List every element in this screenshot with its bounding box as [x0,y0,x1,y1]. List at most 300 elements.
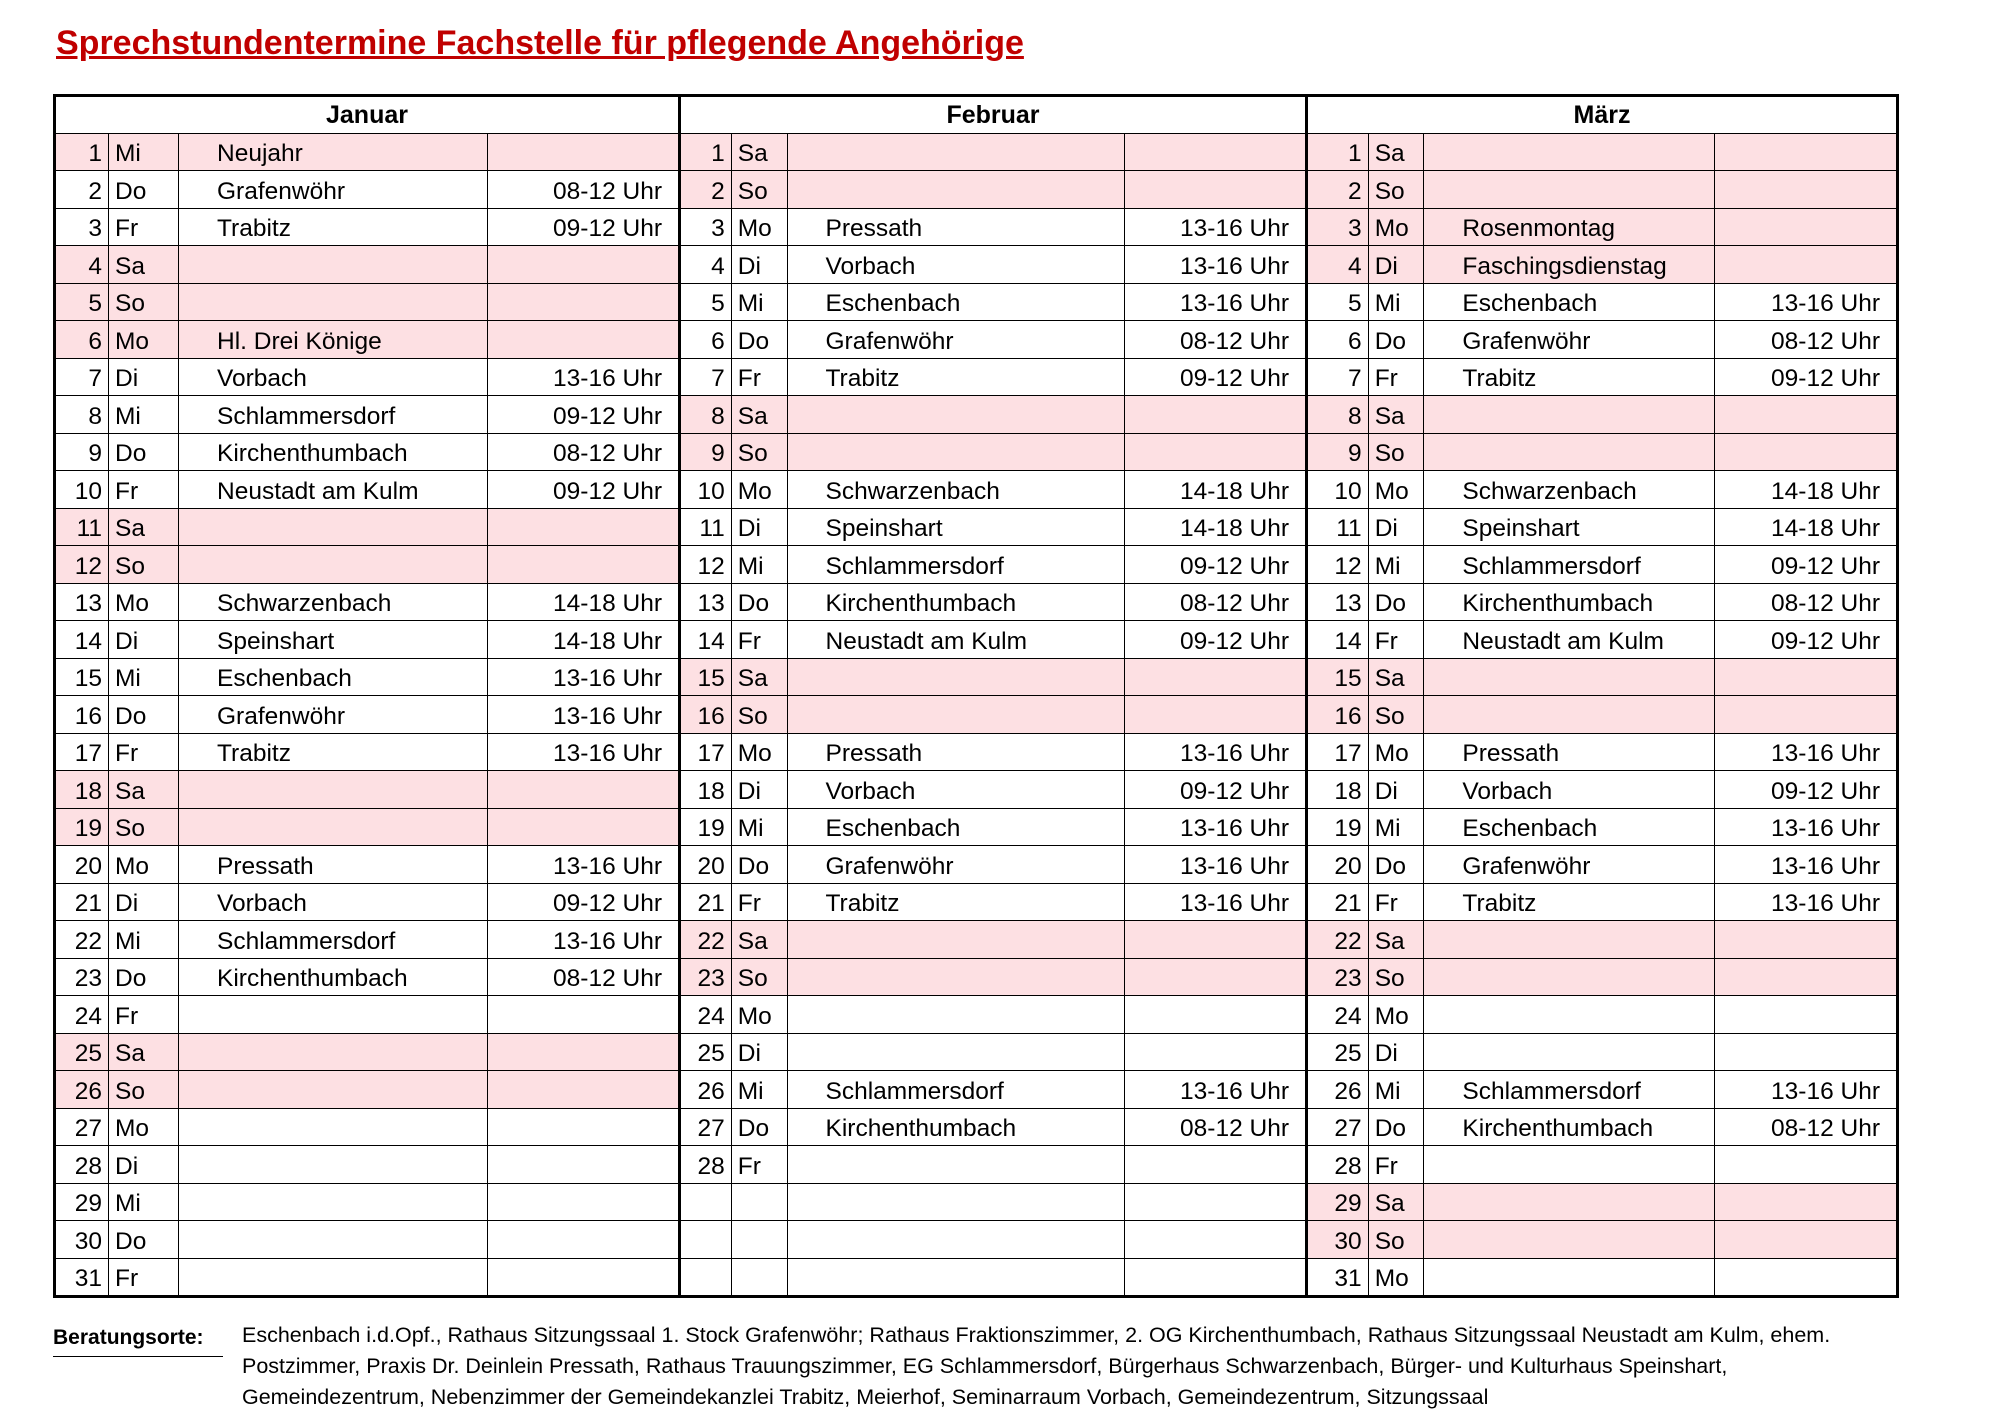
day-number: 31 [74,1265,102,1293]
time-slot: 09-12 Uhr [1714,771,1896,807]
time-slot [1714,134,1896,170]
location: Schwarzenbach [787,471,1124,507]
day-number: 16 [74,702,102,730]
time-slot: 09-12 Uhr [487,471,678,507]
time-slot: 14-18 Uhr [1124,509,1305,545]
day-number: 8 [1348,402,1362,430]
day-number [681,1259,731,1295]
weekday: Do [108,434,178,470]
location: Trabitz [1423,359,1714,395]
day-number: 23 [1334,965,1362,993]
weekday: Mo [108,1109,178,1145]
weekday: Sa [731,396,787,432]
weekday: Sa [108,509,178,545]
day-number: 14 [74,627,102,655]
location: Trabitz [178,209,487,245]
day-number: 27 [1334,1115,1362,1143]
weekday: Mo [108,584,178,620]
table-row [681,809,1305,846]
location: Vorbach [178,359,487,395]
page-title: Sprechstundentermine Fachstelle für pflegende Angehörige [56,24,1024,62]
month-header: Januar [56,97,678,134]
location: Eschenbach [787,809,1124,845]
location: Eschenbach [178,659,487,695]
day-number: 11 [699,515,725,543]
table-row [1308,546,1896,583]
day-number: 9 [1348,440,1362,468]
location [1423,696,1714,732]
table-row [681,509,1305,546]
time-slot [487,546,678,582]
weekday: Sa [108,246,178,282]
day-number: 15 [74,665,102,693]
time-slot [1714,696,1896,732]
location: Pressath [787,734,1124,770]
table-row [681,1109,1305,1146]
weekday: Di [108,1146,178,1182]
location [178,996,487,1032]
location: Schwarzenbach [1423,471,1714,507]
time-slot: 08-12 Uhr [1714,321,1896,357]
location: Trabitz [178,734,487,770]
day-number: 22 [1334,927,1362,955]
time-slot: 08-12 Uhr [487,171,678,207]
location: Schlammersdorf [787,1071,1124,1107]
weekday: Do [108,171,178,207]
location: Grafenwöhr [178,696,487,732]
weekday: Mi [108,1184,178,1220]
time-slot: 13-16 Uhr [1714,846,1896,882]
location: Kirchenthumbach [178,434,487,470]
table-row [1308,396,1896,433]
table-row [681,1184,1305,1221]
day-number: 5 [88,290,102,318]
weekday: So [731,696,787,732]
day-number: 20 [697,852,725,880]
table-row [1308,921,1896,958]
time-slot: 14-18 Uhr [487,621,678,657]
day-number: 3 [711,215,725,243]
time-slot: 08-12 Uhr [1714,1109,1896,1145]
table-row [681,996,1305,1033]
location [1423,959,1714,995]
time-slot [1124,696,1305,732]
weekday: Mi [108,134,178,170]
table-row [681,771,1305,808]
table-row [56,696,678,733]
time-slot [1124,1184,1305,1220]
weekday: So [1368,434,1424,470]
weekday: So [1368,171,1424,207]
day-number: 7 [711,365,725,393]
day-number: 4 [1348,252,1362,280]
table-row [56,209,678,246]
table-row [681,1034,1305,1071]
table-row [56,1184,678,1221]
day-number: 14 [1334,627,1362,655]
day-number: 21 [1334,890,1362,918]
table-row [56,734,678,771]
weekday: Sa [1368,1184,1424,1220]
weekday: Fr [108,734,178,770]
time-slot [1124,959,1305,995]
weekday: Do [1368,321,1424,357]
time-slot [487,1184,678,1220]
time-slot [1124,396,1305,432]
month-column [678,97,1305,1295]
time-slot: 14-18 Uhr [1714,471,1896,507]
weekday: Di [1368,246,1424,282]
location: Pressath [787,209,1124,245]
weekday: Do [108,1221,178,1257]
table-row [56,959,678,996]
location [1423,1146,1714,1182]
time-slot [487,1221,678,1257]
time-slot [1124,996,1305,1032]
weekday: Di [1368,771,1424,807]
table-row [1308,771,1896,808]
weekday: So [1368,1221,1424,1257]
time-slot: 13-16 Uhr [1714,734,1896,770]
table-row [1308,1146,1896,1183]
day-number: 7 [88,365,102,393]
table-row [1308,1184,1896,1221]
time-slot: 08-12 Uhr [1124,321,1305,357]
table-row [1308,659,1896,696]
weekday: Sa [108,1034,178,1070]
weekday: Fr [731,621,787,657]
location: Schwarzenbach [178,584,487,620]
location: Pressath [178,846,487,882]
day-number: 13 [697,590,725,618]
time-slot: 09-12 Uhr [1124,621,1305,657]
table-row [681,1259,1305,1295]
table-row [681,734,1305,771]
location [787,1146,1124,1182]
table-row [56,434,678,471]
location [1423,396,1714,432]
weekday: Do [1368,584,1424,620]
table-row [1308,321,1896,358]
day-number: 18 [697,777,725,805]
month-header: Februar [681,97,1305,134]
location: Trabitz [1423,884,1714,920]
table-row [1308,584,1896,621]
day-number [681,1184,731,1220]
time-slot [1124,1259,1305,1295]
table-row [56,584,678,621]
table-row [681,171,1305,208]
table-row [1308,434,1896,471]
time-slot: 13-16 Uhr [1124,246,1305,282]
day-number: 11 [1336,515,1362,543]
footer-text: Eschenbach i.d.Opf., Rathaus Sitzungssaal 1. Stock Grafenwöhr; Rathaus Fraktionszimmer, 2. OG Kirchenthumbach, Rathaus Sitzungssaal Neustadt am Kulm, ehem. Postzimmer, Praxis Dr. Deinlein Pressath, Rathaus Trauungszimmer, EG Schlammersdorf, Bürgerhaus Schwarzenbach, Bürger- und Kulturhaus Speinshart, Gemeindezentrum, Nebenzimmer der Gemeindekanzlei Trabitz, Meierhof, Seminarraum Vorbach, Gemeindezentrum, Sitzungssaal [242,1323,1831,1409]
time-slot [1714,659,1896,695]
location [1423,1034,1714,1070]
location: Grafenwöhr [1423,321,1714,357]
time-slot: 13-16 Uhr [1124,734,1305,770]
day-number: 10 [74,477,102,505]
day-number: 7 [1348,365,1362,393]
table-row [56,471,678,508]
time-slot: 13-16 Uhr [1714,284,1896,320]
day-number: 19 [1334,815,1362,843]
day-number: 6 [711,327,725,355]
time-slot [1714,921,1896,957]
time-slot [487,1071,678,1107]
day-number: 16 [1334,702,1362,730]
weekday: Mo [1368,471,1424,507]
table-row [1308,471,1896,508]
table-row [56,509,678,546]
location [1423,134,1714,170]
table-row [681,659,1305,696]
day-number: 8 [711,402,725,430]
time-slot: 13-16 Uhr [1714,884,1896,920]
weekday: Mo [1368,734,1424,770]
time-slot: 13-16 Uhr [487,846,678,882]
time-slot: 08-12 Uhr [1124,584,1305,620]
location: Rosenmontag [1423,209,1714,245]
weekday: Do [731,846,787,882]
location: Schlammersdorf [1423,1071,1714,1107]
location: Vorbach [178,884,487,920]
month-column [56,97,678,1295]
time-slot [487,134,678,170]
table-row [56,659,678,696]
time-slot [1714,1259,1896,1295]
weekday: Fr [108,471,178,507]
weekday: Fr [1368,359,1424,395]
time-slot: 13-16 Uhr [1124,1071,1305,1107]
location [1423,921,1714,957]
day-number: 10 [1334,477,1362,505]
weekday: Mo [731,996,787,1032]
day-number: 17 [74,740,102,768]
table-row [56,921,678,958]
day-number: 9 [88,440,102,468]
location [178,546,487,582]
table-row [56,284,678,321]
day-number: 21 [697,890,725,918]
location [787,1184,1124,1220]
location [787,134,1124,170]
location [178,1034,487,1070]
day-number: 20 [74,852,102,880]
time-slot [487,509,678,545]
location: Speinshart [1423,509,1714,545]
weekday: Fr [108,209,178,245]
location [787,1259,1124,1295]
weekday: Di [108,884,178,920]
table-row [56,321,678,358]
weekday: Sa [731,921,787,957]
weekday [731,1184,787,1220]
location: Schlammersdorf [178,921,487,957]
time-slot [1124,171,1305,207]
table-row [1308,959,1896,996]
time-slot [487,1146,678,1182]
weekday: Fr [1368,621,1424,657]
day-number: 1 [88,140,102,168]
location: Neustadt am Kulm [178,471,487,507]
time-slot: 13-16 Uhr [1124,846,1305,882]
day-number: 26 [74,1077,102,1105]
day-number: 2 [88,177,102,205]
time-slot [487,246,678,282]
day-number: 5 [1348,290,1362,318]
time-slot: 08-12 Uhr [487,959,678,995]
table-row [681,696,1305,733]
time-slot: 13-16 Uhr [1124,809,1305,845]
weekday: Fr [108,1259,178,1295]
location: Grafenwöhr [1423,846,1714,882]
weekday: Di [108,621,178,657]
day-number: 22 [74,927,102,955]
time-slot: 09-12 Uhr [1714,546,1896,582]
weekday: Mi [731,284,787,320]
day-number: 24 [1334,1002,1362,1030]
location: Schlammersdorf [178,396,487,432]
time-slot: 13-16 Uhr [487,921,678,957]
table-row [681,584,1305,621]
table-row [1308,884,1896,921]
day-number: 25 [74,1040,102,1068]
day-number: 2 [711,177,725,205]
location [1423,1221,1714,1257]
location: Schlammersdorf [787,546,1124,582]
weekday: Do [731,321,787,357]
location [178,771,487,807]
table-row [1308,1259,1896,1295]
time-slot [1124,1221,1305,1257]
time-slot [1714,171,1896,207]
table-row [56,546,678,583]
time-slot: 08-12 Uhr [1714,584,1896,620]
location [787,659,1124,695]
location [787,396,1124,432]
table-row [1308,1109,1896,1146]
time-slot [1714,246,1896,282]
month-header: März [1308,97,1896,134]
weekday: Mo [1368,209,1424,245]
time-slot: 13-16 Uhr [1714,1071,1896,1107]
day-number: 15 [697,665,725,693]
table-row [681,396,1305,433]
table-row [56,396,678,433]
time-slot [487,771,678,807]
weekday: Fr [731,1146,787,1182]
location: Kirchenthumbach [787,584,1124,620]
table-row [681,546,1305,583]
time-slot [1714,1221,1896,1257]
location: Grafenwöhr [178,171,487,207]
table-row [681,1146,1305,1183]
calendar-table [53,94,1899,1298]
location: Speinshart [178,621,487,657]
location [787,996,1124,1032]
time-slot: 09-12 Uhr [1124,359,1305,395]
day-number: 5 [711,290,725,318]
day-number: 28 [74,1152,102,1180]
table-row [56,884,678,921]
location [178,1221,487,1257]
weekday: Fr [731,359,787,395]
weekday: Do [108,959,178,995]
time-slot: 09-12 Uhr [487,396,678,432]
weekday: Sa [731,659,787,695]
weekday: Sa [1368,134,1424,170]
day-number: 6 [1348,327,1362,355]
weekday: Fr [1368,884,1424,920]
time-slot [487,1034,678,1070]
table-row [56,246,678,283]
day-number: 4 [88,252,102,280]
weekday: So [108,1071,178,1107]
table-row [1308,359,1896,396]
table-row [56,1109,678,1146]
time-slot: 13-16 Uhr [487,659,678,695]
location: Neustadt am Kulm [1423,621,1714,657]
day-number: 12 [74,552,102,580]
time-slot [1714,434,1896,470]
location: Grafenwöhr [787,321,1124,357]
day-number: 25 [1334,1040,1362,1068]
time-slot [1124,921,1305,957]
footer-label: Beratungsorte: [53,1326,223,1357]
time-slot [1714,396,1896,432]
day-number: 17 [1334,740,1362,768]
weekday: Di [731,246,787,282]
day-number: 20 [1334,852,1362,880]
weekday: Mi [731,809,787,845]
time-slot [1714,1034,1896,1070]
time-slot: 13-16 Uhr [487,734,678,770]
weekday: Di [1368,1034,1424,1070]
table-row [681,1071,1305,1108]
time-slot: 13-16 Uhr [1714,809,1896,845]
weekday: Mo [108,846,178,882]
time-slot [487,1109,678,1145]
day-number: 10 [697,477,725,505]
weekday: Do [1368,846,1424,882]
location: Eschenbach [1423,809,1714,845]
time-slot: 13-16 Uhr [487,359,678,395]
time-slot: 09-12 Uhr [1124,546,1305,582]
month-column [1305,97,1896,1295]
weekday: Sa [731,134,787,170]
time-slot: 09-12 Uhr [487,884,678,920]
weekday: Do [731,584,787,620]
weekday: Sa [108,771,178,807]
day-number: 29 [74,1190,102,1218]
weekday: Sa [1368,921,1424,957]
weekday: Mi [731,546,787,582]
table-row [56,809,678,846]
day-number: 16 [697,702,725,730]
table-row [681,471,1305,508]
time-slot: 08-12 Uhr [1124,1109,1305,1145]
weekday: Fr [108,996,178,1032]
location [178,246,487,282]
weekday: Fr [1368,1146,1424,1182]
weekday: So [108,546,178,582]
day-number: 13 [74,590,102,618]
time-slot [1124,1034,1305,1070]
day-number [681,1221,731,1257]
day-number: 15 [1334,665,1362,693]
location [1423,434,1714,470]
